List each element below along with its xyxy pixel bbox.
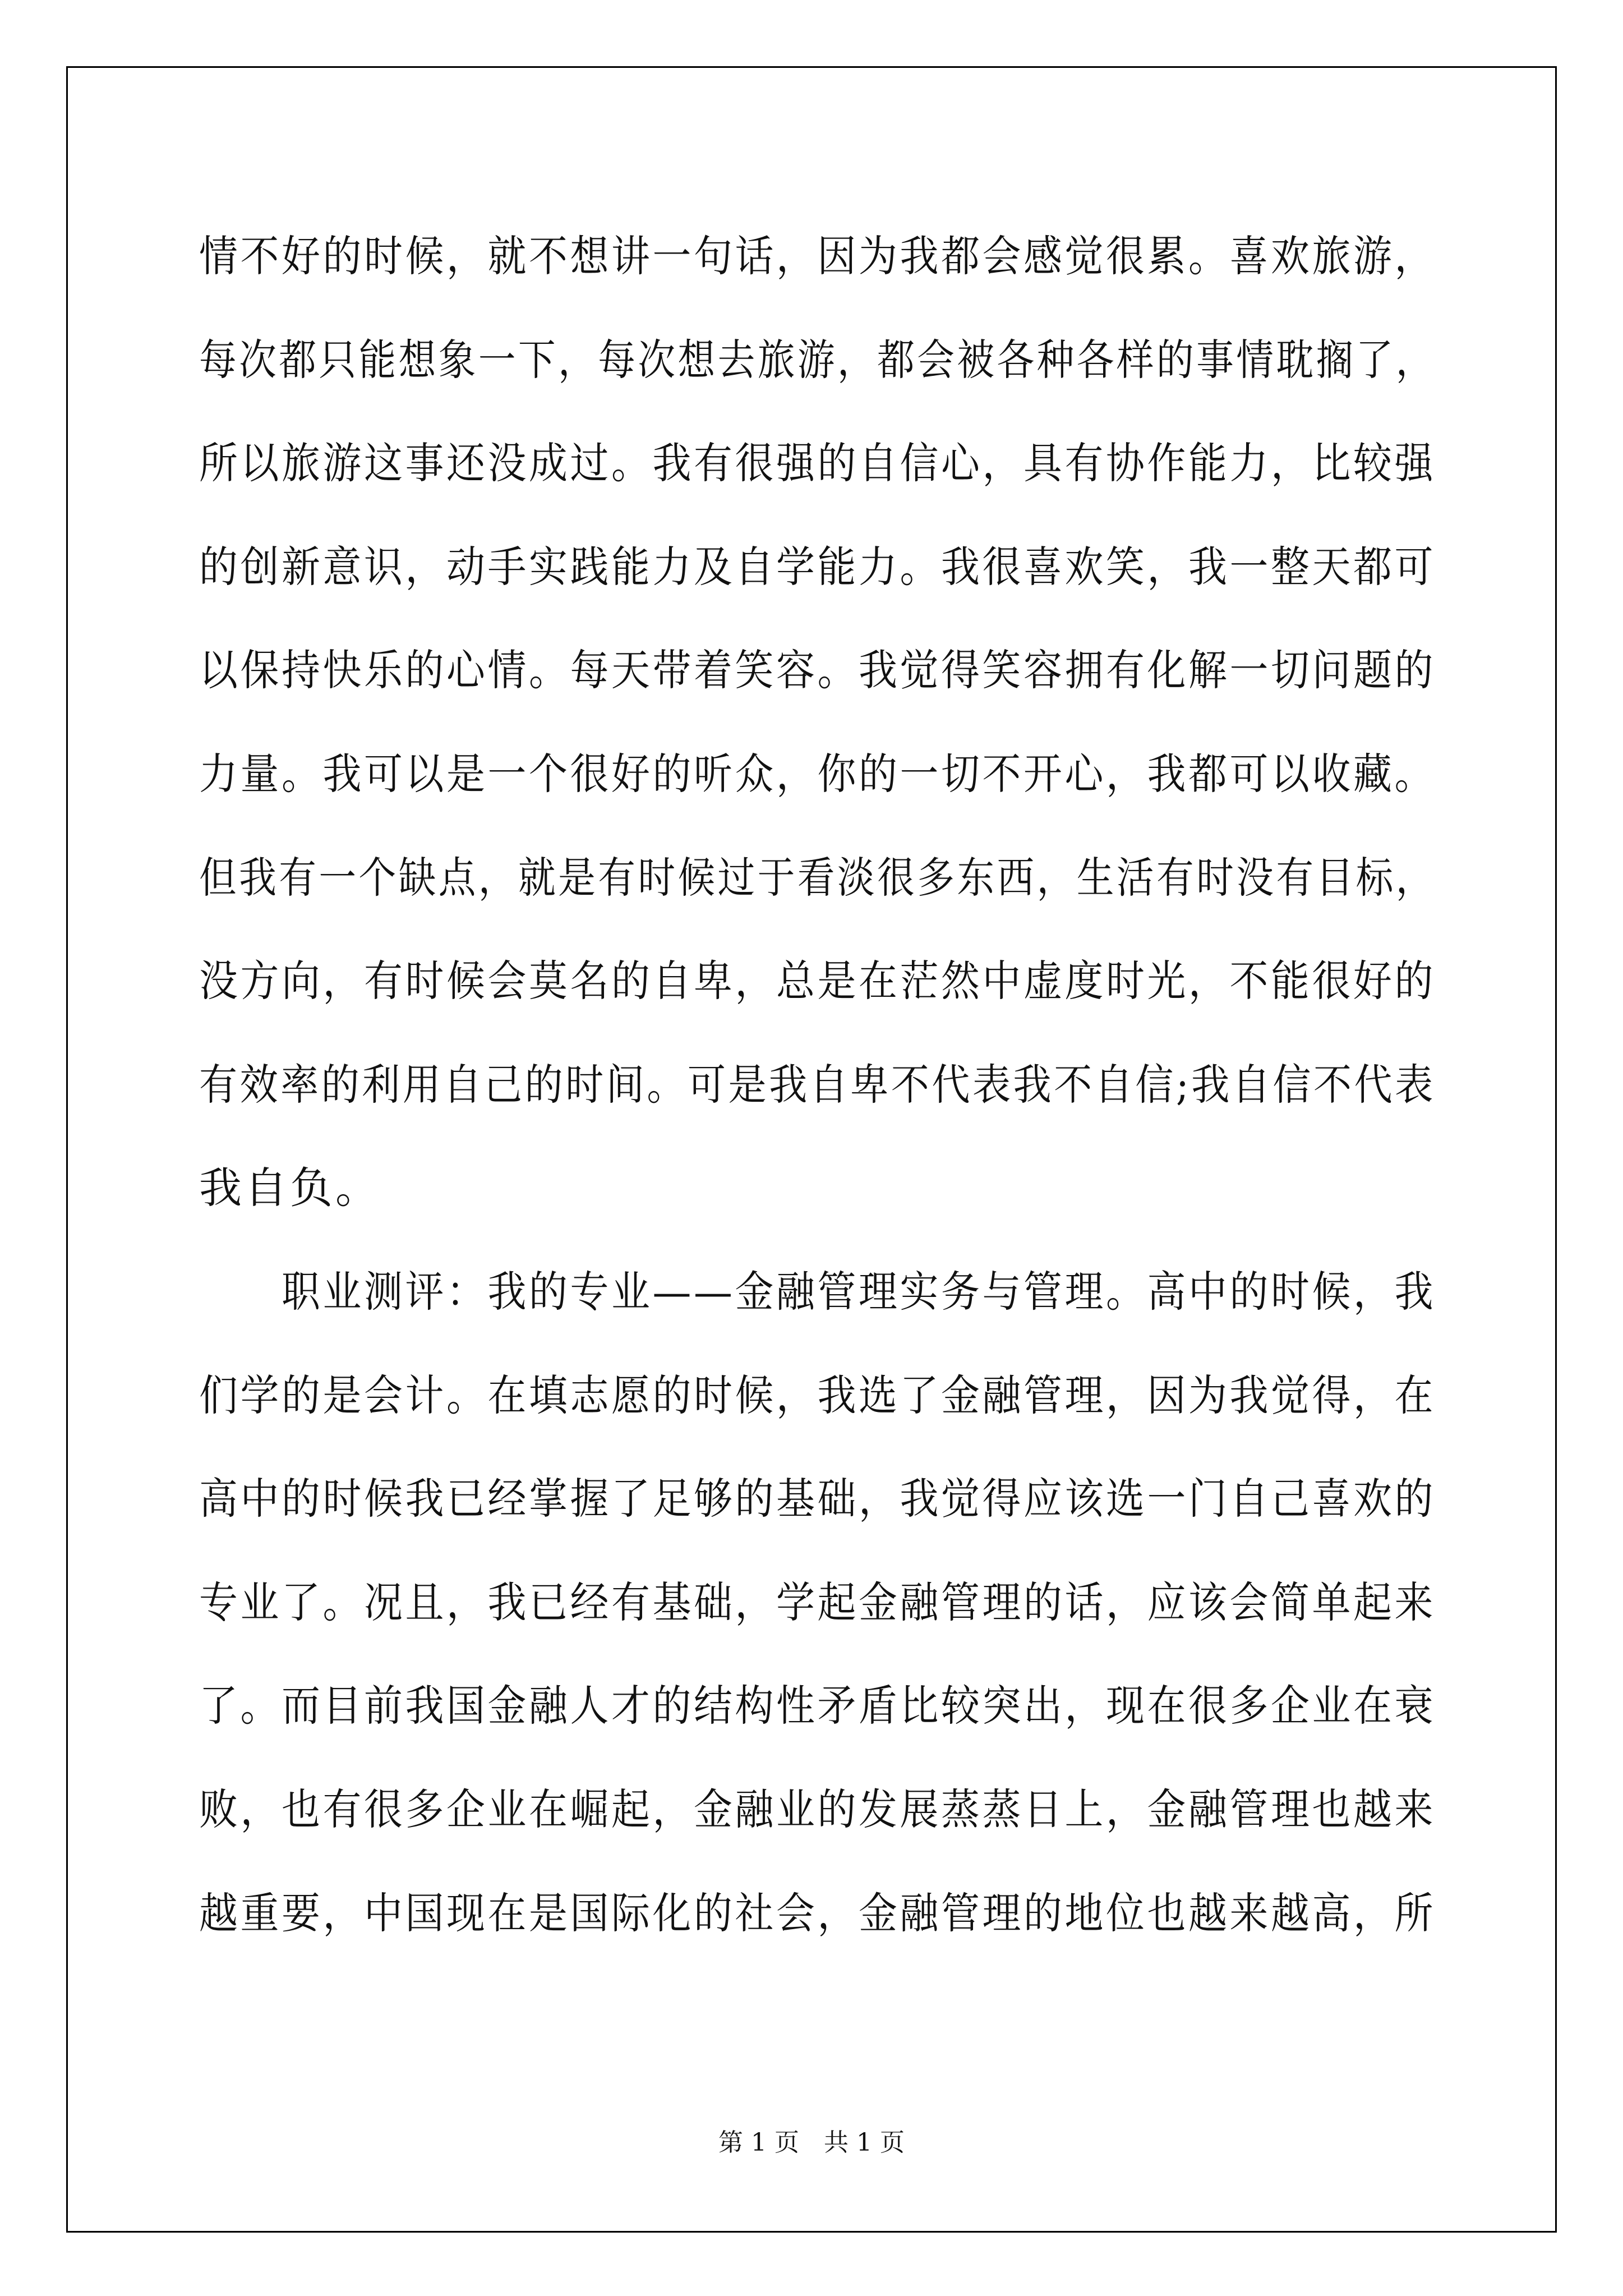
text-line: 每次都只能想象一下，每次想去旅游，都会被各种各样的事情耽搁了，: [199, 335, 1436, 385]
text-line: 专业了。况且，我已经有基础，学起金融管理的话，应该会简单起来: [199, 1577, 1436, 1627]
text-line: 高中的时候我已经掌握了足够的基础，我觉得应该选一门自己喜欢的: [199, 1474, 1436, 1524]
text-line: 有效率的利用自己的时间。可是我自卑不代表我不自信;我自信不代表: [199, 1060, 1436, 1110]
text-line: 所以旅游这事还没成过。我有很强的自信心，具有协作能力，比较强: [199, 438, 1436, 488]
text-line: 们学的是会计。在填志愿的时候，我选了金融管理，因为我觉得，在: [199, 1370, 1436, 1420]
text-line: 没方向，有时候会莫名的自卑，总是在茫然中虚度时光，不能很好的: [199, 956, 1436, 1006]
text-line: 职业测评：我的专业——金融管理实务与管理。高中的时候，我: [199, 1267, 1436, 1317]
text-line: 但我有一个缺点，就是有时候过于看淡很多东西，生活有时没有目标，: [199, 853, 1436, 903]
text-line: 越重要，中国现在是国际化的社会，金融管理的地位也越来越高，所: [199, 1888, 1436, 1938]
text-line: 我自负。: [199, 1163, 381, 1213]
text-line: 败，也有很多企业在崛起，金融业的发展蒸蒸日上，金融管理也越来: [199, 1784, 1436, 1834]
text-line: 力量。我可以是一个很好的听众，你的一切不开心，我都可以收藏。: [199, 749, 1436, 799]
text-line: 的创新意识，动手实践能力及自学能力。我很喜欢笑，我一整天都可: [199, 542, 1436, 592]
text-line: 情不好的时候，就不想讲一句话，因为我都会感觉很累。喜欢旅游，: [199, 231, 1436, 281]
page-number-footer: 第 1 页 共 1 页: [718, 2128, 905, 2157]
text-line: 了。而目前我国金融人才的结构性矛盾比较突出，现在很多企业在衰: [199, 1681, 1436, 1731]
text-line: 以保持快乐的心情。每天带着笑容。我觉得笑容拥有化解一切问题的: [199, 645, 1436, 695]
